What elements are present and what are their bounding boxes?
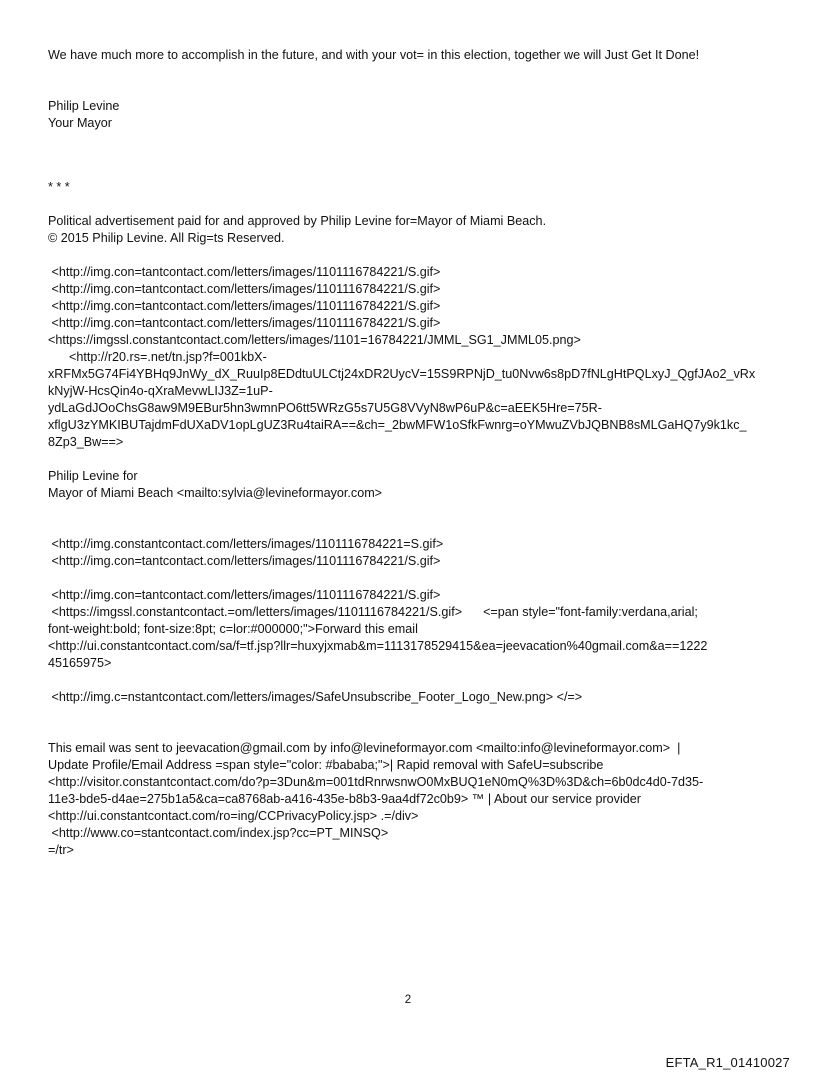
forward-link: <http://ui.constantcontact.com/sa/f=tf.jsp?llr=huxyjxmab&m=1113178529415&ea=jeevacation%40gmail.com&a==1222: [48, 639, 708, 653]
tracking-link: 8Zp3_Bw==>: [48, 435, 124, 449]
image-link: <http://img.con=tantcontact.com/letters/images/1101116784221/S.gif>: [48, 265, 441, 279]
sender-office: Mayor of Miami Beach <mailto:sylvia@levineformayor.com>: [48, 486, 383, 500]
document-id: EFTA_R1_01410027: [665, 1055, 790, 1070]
forward-line: <https://imgssl.constantcontact.=om/letters/images/1101116784221/S.gif> <=pan style="font-family:verdana,arial;: [48, 605, 698, 619]
image-link: <http://img.con=tantcontact.com/letters/images/1101116784221/S.gif>: [48, 588, 441, 602]
footer-line: <http://visitor.constantcontact.com/do?p=3Dun&m=001tdRnrwsnwO0MxBUQ1eN0mQ%3D%3D&ch=6b0dc4d0-7d35-: [48, 775, 704, 789]
separator: * * *: [48, 180, 70, 194]
forward-link: 45165975>: [48, 656, 112, 670]
footer-line: Update Profile/Email Address =span style="color: #bababa;">| Rapid removal with SafeU=subscribe: [48, 758, 604, 772]
image-link: <http://img.con=tantcontact.com/letters/images/1101116784221/S.gif>: [48, 282, 441, 296]
image-link: <http://img.con=tantcontact.com/letters/images/1101116784221/S.gif>: [48, 316, 441, 330]
footer-line: <http://ui.constantcontact.com/ro=ing/CCPrivacyPolicy.jsp> .=/div>: [48, 809, 419, 823]
forward-line: font-weight:bold; font-size:8pt; c=lor:#000000;">Forward this email: [48, 622, 418, 636]
tracking-link: xflgU3zYMKIBUTajdmFdUXaDV1opLgUZ3Ru4taiRA==&ch=_2bwMFW1oSfkFwnrg=oYMwuZVbJQBNB8sMLGaHQ7y9k1kc_: [48, 418, 747, 432]
tracking-link: kNyjW-HcsQin4o-qXraMevwLIJ3Z=1uP-: [48, 384, 273, 398]
tracking-link: xRFMx5G74Fi4YBHq9JnWy_dX_RuuIp8EDdtuULCtj24xDR2UycV=15S9RPNjD_tu0Nvw6s8pD7fNLgHtPQLxyJ_QgfJAo2_vRx: [48, 367, 756, 381]
signature-title: Your Mayor: [48, 116, 112, 130]
closing-line: We have much more to accomplish in the future, and with your vot= in this election, together we will Just Get It Done!: [48, 48, 700, 62]
sender-name: Philip Levine for: [48, 469, 138, 483]
page-number: 2: [404, 994, 412, 1006]
footer-line: <http://www.co=stantcontact.com/index.jsp?cc=PT_MINSQ>: [48, 826, 389, 840]
tracking-link: ydLaGdJOoChsG8aw9M9EBur5hn3wmnPO6tt5WRzG5s7U5G8VVyN8wP6uP&c=aEEK5Hre=75R-: [48, 401, 602, 415]
copyright-line: © 2015 Philip Levine. All Rig=ts Reserved.: [48, 231, 285, 245]
signature-name: Philip Levine: [48, 99, 120, 113]
image-link: <https://imgssl.constantcontact.com/letters/images/1101=16784221/JMML_SG1_JMML05.png>: [48, 333, 581, 347]
footer-line: This email was sent to jeevacation@gmail.com by info@levineformayor.com <mailto:info@levineformayor.com> |: [48, 741, 681, 755]
image-link: <http://img.con=tantcontact.com/letters/images/1101116784221/S.gif>: [48, 554, 441, 568]
email-body: [48, 47, 778, 859]
image-link: <http://img.constantcontact.com/letters/images/1101116784221=S.gif>: [48, 537, 444, 551]
image-link: <http://img.con=tantcontact.com/letters/images/1101116784221/S.gif>: [48, 299, 441, 313]
footer-line: 11e3-bde5-d4ae=275b1a5&ca=ca8768ab-a416-435e-b8b3-9aa4df72c0b9> ™ | About our service provider: [48, 792, 641, 806]
footer-logo-link: <http://img.c=nstantcontact.com/letters/images/SafeUnsubscribe_Footer_Logo_New.png> </=>: [48, 690, 583, 704]
footer-line: =/tr>: [48, 843, 74, 857]
tracking-link: <http://r20.rs=.net/tn.jsp?f=001kbX-: [48, 350, 267, 364]
disclaimer-line: Political advertisement paid for and approved by Philip Levine for=Mayor of Miami Beach.: [48, 214, 547, 228]
